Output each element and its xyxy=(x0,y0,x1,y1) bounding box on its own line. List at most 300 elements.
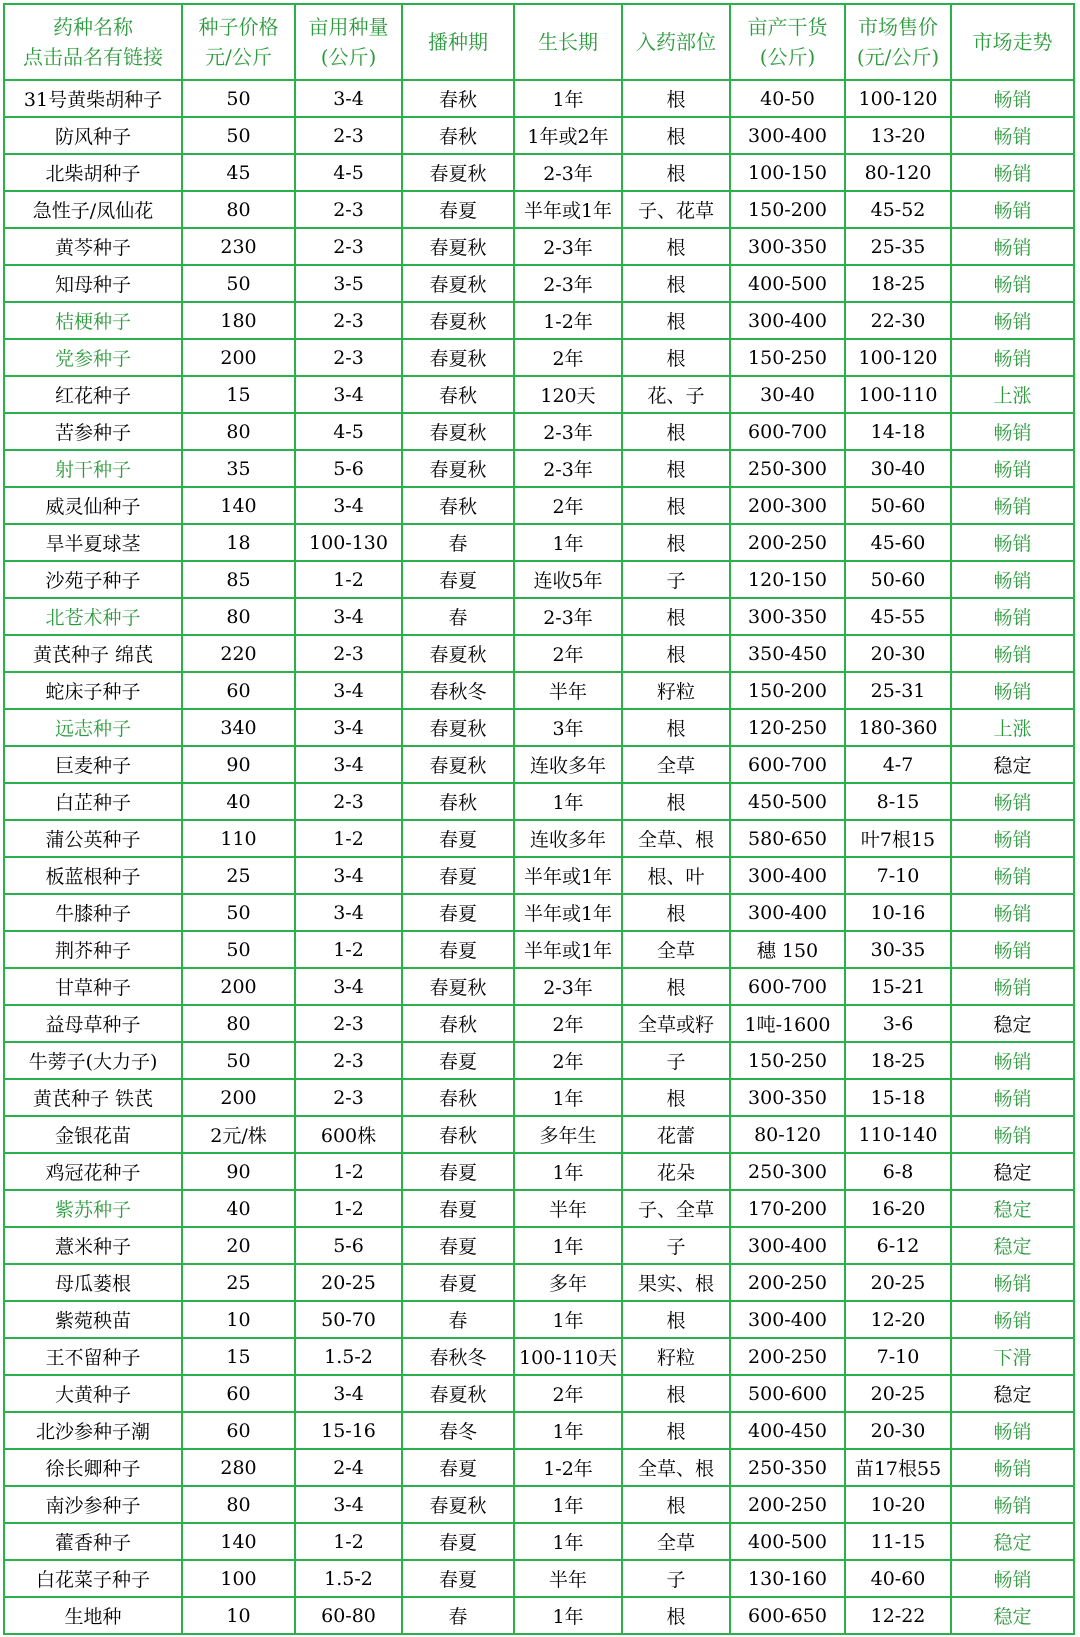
table-row xyxy=(4,1523,1074,1560)
seed-rate-cell: 1-2 xyxy=(295,931,402,968)
medicinal-part-cell: 全草、根 xyxy=(622,820,730,857)
name-cell[interactable]: 北苍术种子 xyxy=(4,598,182,635)
table-row xyxy=(4,598,1074,635)
medicinal-part-cell: 子、全草 xyxy=(622,1190,730,1227)
growth-period-cell: 1-2年 xyxy=(514,1449,622,1486)
name-cell[interactable]: 紫苏种子 xyxy=(4,1190,182,1227)
market-trend-cell: 畅销 xyxy=(951,228,1074,265)
yield-cell: 300-350 xyxy=(730,1079,845,1116)
name-cell: 黄芪种子 绵芪 xyxy=(4,635,182,672)
medicinal-part-cell: 全草或籽 xyxy=(622,1005,730,1042)
market-trend-cell: 畅销 xyxy=(951,1042,1074,1079)
seed-rate-cell: 60-80 xyxy=(295,1597,402,1634)
market-trend-cell: 畅销 xyxy=(951,1079,1074,1116)
market-trend-cell: 畅销 xyxy=(951,820,1074,857)
yield-cell: 300-400 xyxy=(730,1301,845,1338)
growth-period-cell: 2年 xyxy=(514,1005,622,1042)
market-trend-cell: 畅销 xyxy=(951,1560,1074,1597)
growth-period-cell: 2-3年 xyxy=(514,154,622,191)
seed-price-cell: 60 xyxy=(182,672,295,709)
market-trend-cell: 畅销 xyxy=(951,672,1074,709)
sowing-period-cell: 春夏秋 xyxy=(402,746,514,783)
name-cell: 白花菜子种子 xyxy=(4,1560,182,1597)
growth-period-cell: 1年 xyxy=(514,1079,622,1116)
table-row xyxy=(4,191,1074,228)
seed-price-cell: 110 xyxy=(182,820,295,857)
seed-rate-cell: 3-4 xyxy=(295,894,402,931)
growth-period-cell: 2-3年 xyxy=(514,598,622,635)
market-price-cell: 12-20 xyxy=(845,1301,951,1338)
sowing-period-cell: 春夏 xyxy=(402,1190,514,1227)
yield-cell: 600-700 xyxy=(730,413,845,450)
name-cell: 薏米种子 xyxy=(4,1227,182,1264)
market-price-cell: 8-15 xyxy=(845,783,951,820)
medicinal-part-cell: 根 xyxy=(622,1375,730,1412)
market-trend-cell: 畅销 xyxy=(951,117,1074,154)
sowing-period-cell: 春夏 xyxy=(402,1264,514,1301)
yield-cell: 400-500 xyxy=(730,265,845,302)
name-cell: 板蓝根种子 xyxy=(4,857,182,894)
header-line-1: 种子价格 xyxy=(198,15,279,39)
name-cell: 黄芩种子 xyxy=(4,228,182,265)
table-row xyxy=(4,1449,1074,1486)
seed-rate-cell: 600株 xyxy=(295,1116,402,1153)
table-row xyxy=(4,1597,1074,1634)
table-row xyxy=(4,1412,1074,1449)
medicinal-part-cell: 子 xyxy=(622,1042,730,1079)
growth-period-cell: 1年 xyxy=(514,1153,622,1190)
sowing-period-cell: 春 xyxy=(402,1597,514,1634)
name-cell: 南沙参种子 xyxy=(4,1486,182,1523)
market-trend-cell: 畅销 xyxy=(951,80,1074,117)
sowing-period-cell: 春夏秋 xyxy=(402,635,514,672)
market-price-cell: 25-35 xyxy=(845,228,951,265)
medicinal-part-cell: 子、花草 xyxy=(622,191,730,228)
seed-rate-cell: 1.5-2 xyxy=(295,1560,402,1597)
name-cell: 紫菀秧苗 xyxy=(4,1301,182,1338)
market-price-cell: 40-60 xyxy=(845,1560,951,1597)
header-line-1: 亩用种量 xyxy=(308,15,389,39)
name-cell: 大黄种子 xyxy=(4,1375,182,1412)
header-line-1: 播种期 xyxy=(428,30,488,54)
yield-cell: 250-350 xyxy=(730,1449,845,1486)
yield-cell: 600-650 xyxy=(730,1597,845,1634)
seed-rate-cell: 1-2 xyxy=(295,561,402,598)
seed-price-cell: 180 xyxy=(182,302,295,339)
growth-period-cell: 1年或2年 xyxy=(514,117,622,154)
market-trend-cell: 畅销 xyxy=(951,931,1074,968)
table-row xyxy=(4,302,1074,339)
seed-price-cell: 35 xyxy=(182,450,295,487)
table-row xyxy=(4,1560,1074,1597)
yield-cell: 300-400 xyxy=(730,302,845,339)
sowing-period-cell: 春秋冬 xyxy=(402,672,514,709)
seed-rate-cell: 3-4 xyxy=(295,1375,402,1412)
growth-period-cell: 连收多年 xyxy=(514,746,622,783)
col-header-medicinal-part xyxy=(622,4,730,80)
market-trend-cell: 下滑 xyxy=(951,1338,1074,1375)
seed-rate-cell: 100-130 xyxy=(295,524,402,561)
yield-cell: 300-400 xyxy=(730,857,845,894)
growth-period-cell: 1年 xyxy=(514,1227,622,1264)
table-row xyxy=(4,376,1074,413)
name-cell[interactable]: 党参种子 xyxy=(4,339,182,376)
table-row xyxy=(4,1042,1074,1079)
growth-period-cell: 1年 xyxy=(514,1412,622,1449)
growth-period-cell: 1年 xyxy=(514,1486,622,1523)
seed-price-cell: 50 xyxy=(182,80,295,117)
sowing-period-cell: 春夏 xyxy=(402,1560,514,1597)
sowing-period-cell: 春夏秋 xyxy=(402,339,514,376)
name-cell: 防风种子 xyxy=(4,117,182,154)
sowing-period-cell: 春夏秋 xyxy=(402,1486,514,1523)
market-trend-cell: 畅销 xyxy=(951,894,1074,931)
market-price-cell: 110-140 xyxy=(845,1116,951,1153)
name-cell: 北沙参种子潮 xyxy=(4,1412,182,1449)
medicinal-part-cell: 根 xyxy=(622,1597,730,1634)
table-row xyxy=(4,487,1074,524)
growth-period-cell: 2-3年 xyxy=(514,413,622,450)
sowing-period-cell: 春夏 xyxy=(402,820,514,857)
market-trend-cell: 畅销 xyxy=(951,1412,1074,1449)
market-price-cell: 3-6 xyxy=(845,1005,951,1042)
name-cell: 蒲公英种子 xyxy=(4,820,182,857)
growth-period-cell: 连收多年 xyxy=(514,820,622,857)
col-header-name xyxy=(4,4,182,80)
yield-cell: 350-450 xyxy=(730,635,845,672)
sowing-period-cell: 春夏 xyxy=(402,1153,514,1190)
name-cell: 徐长卿种子 xyxy=(4,1449,182,1486)
market-trend-cell: 畅销 xyxy=(951,783,1074,820)
name-cell: 旱半夏球茎 xyxy=(4,524,182,561)
table-row xyxy=(4,1486,1074,1523)
growth-period-cell: 1年 xyxy=(514,80,622,117)
yield-cell: 600-700 xyxy=(730,968,845,1005)
seed-price-cell: 15 xyxy=(182,376,295,413)
growth-period-cell: 1年 xyxy=(514,1597,622,1634)
seed-rate-cell: 2-3 xyxy=(295,1079,402,1116)
growth-period-cell: 多年 xyxy=(514,1264,622,1301)
seed-rate-cell: 2-3 xyxy=(295,1042,402,1079)
growth-period-cell: 3年 xyxy=(514,709,622,746)
seed-price-cell: 25 xyxy=(182,1264,295,1301)
sowing-period-cell: 春秋冬 xyxy=(402,1338,514,1375)
medicinal-part-cell: 根 xyxy=(622,894,730,931)
market-trend-cell: 畅销 xyxy=(951,450,1074,487)
growth-period-cell: 半年或1年 xyxy=(514,894,622,931)
seed-rate-cell: 50-70 xyxy=(295,1301,402,1338)
sowing-period-cell: 春秋 xyxy=(402,80,514,117)
table-row xyxy=(4,450,1074,487)
medicinal-part-cell: 根 xyxy=(622,450,730,487)
table-row xyxy=(4,1264,1074,1301)
market-trend-cell: 畅销 xyxy=(951,598,1074,635)
seed-rate-cell: 5-6 xyxy=(295,450,402,487)
medicinal-part-cell: 根 xyxy=(622,117,730,154)
medicinal-part-cell: 根 xyxy=(622,1412,730,1449)
seed-price-cell: 85 xyxy=(182,561,295,598)
sowing-period-cell: 春夏秋 xyxy=(402,968,514,1005)
medicinal-part-cell: 根 xyxy=(622,635,730,672)
yield-cell: 30-40 xyxy=(730,376,845,413)
growth-period-cell: 1年 xyxy=(514,1301,622,1338)
col-header-yield xyxy=(730,4,845,80)
seed-price-cell: 90 xyxy=(182,746,295,783)
seed-rate-cell: 2-3 xyxy=(295,783,402,820)
seed-rate-cell: 2-3 xyxy=(295,339,402,376)
yield-cell: 200-250 xyxy=(730,1264,845,1301)
market-price-cell: 180-360 xyxy=(845,709,951,746)
market-trend-cell: 畅销 xyxy=(951,1301,1074,1338)
table-row xyxy=(4,1116,1074,1153)
sowing-period-cell: 春秋 xyxy=(402,487,514,524)
market-price-cell: 20-25 xyxy=(845,1264,951,1301)
name-cell: 苦参种子 xyxy=(4,413,182,450)
seed-price-cell: 340 xyxy=(182,709,295,746)
sowing-period-cell: 春夏 xyxy=(402,191,514,228)
table-header-row xyxy=(4,4,1074,80)
table-row xyxy=(4,524,1074,561)
seed-price-cell: 40 xyxy=(182,783,295,820)
yield-cell: 300-350 xyxy=(730,598,845,635)
seed-rate-cell: 2-3 xyxy=(295,635,402,672)
market-price-cell: 7-10 xyxy=(845,1338,951,1375)
yield-cell: 400-500 xyxy=(730,1523,845,1560)
header-line-1: 药种名称 xyxy=(53,15,133,39)
medicinal-part-cell: 全草 xyxy=(622,746,730,783)
market-trend-cell: 稳定 xyxy=(951,1153,1074,1190)
sowing-period-cell: 春秋 xyxy=(402,117,514,154)
market-price-cell: 10-20 xyxy=(845,1486,951,1523)
medicinal-part-cell: 根 xyxy=(622,1079,730,1116)
seed-price-cell: 100 xyxy=(182,1560,295,1597)
table-body xyxy=(4,80,1074,1634)
market-price-cell: 4-7 xyxy=(845,746,951,783)
market-trend-cell: 畅销 xyxy=(951,154,1074,191)
name-cell: 生地种 xyxy=(4,1597,182,1634)
table-row xyxy=(4,1227,1074,1264)
sowing-period-cell: 春夏 xyxy=(402,1523,514,1560)
medicinal-part-cell: 全草 xyxy=(622,1523,730,1560)
seed-rate-cell: 15-16 xyxy=(295,1412,402,1449)
table-row xyxy=(4,857,1074,894)
seed-rate-cell: 1-2 xyxy=(295,1153,402,1190)
growth-period-cell: 2-3年 xyxy=(514,265,622,302)
table-row xyxy=(4,1338,1074,1375)
market-price-cell: 苗17根55 xyxy=(845,1449,951,1486)
seed-rate-cell: 2-3 xyxy=(295,117,402,154)
sowing-period-cell: 春夏秋 xyxy=(402,154,514,191)
market-price-cell: 18-25 xyxy=(845,265,951,302)
market-price-cell: 11-15 xyxy=(845,1523,951,1560)
medicinal-part-cell: 根 xyxy=(622,709,730,746)
header-line-1: 入药部位 xyxy=(636,30,716,54)
table-row xyxy=(4,894,1074,931)
medicinal-part-cell: 果实、根 xyxy=(622,1264,730,1301)
seed-price-cell: 50 xyxy=(182,894,295,931)
seed-rate-cell: 3-4 xyxy=(295,487,402,524)
medicinal-part-cell: 子 xyxy=(622,1560,730,1597)
yield-cell: 300-350 xyxy=(730,228,845,265)
growth-period-cell: 1年 xyxy=(514,1523,622,1560)
header-line-2: 点击品名有链接 xyxy=(23,45,163,69)
name-cell[interactable]: 射干种子 xyxy=(4,450,182,487)
market-price-cell: 6-12 xyxy=(845,1227,951,1264)
col-header-market-price xyxy=(845,4,951,80)
market-price-cell: 45-52 xyxy=(845,191,951,228)
medicinal-part-cell: 根 xyxy=(622,968,730,1005)
yield-cell: 580-650 xyxy=(730,820,845,857)
header-line-1: 市场走势 xyxy=(972,30,1053,54)
table-row xyxy=(4,339,1074,376)
medicinal-part-cell: 根、叶 xyxy=(622,857,730,894)
yield-cell: 150-250 xyxy=(730,339,845,376)
medicinal-part-cell: 根 xyxy=(622,339,730,376)
yield-cell: 300-400 xyxy=(730,894,845,931)
col-header-market-trend xyxy=(951,4,1074,80)
seed-rate-cell: 4-5 xyxy=(295,413,402,450)
seed-rate-cell: 5-6 xyxy=(295,1227,402,1264)
market-price-cell: 14-18 xyxy=(845,413,951,450)
market-trend-cell: 稳定 xyxy=(951,746,1074,783)
table-row xyxy=(4,228,1074,265)
medicinal-part-cell: 籽粒 xyxy=(622,672,730,709)
growth-period-cell: 半年或1年 xyxy=(514,931,622,968)
medicinal-part-cell: 子 xyxy=(622,561,730,598)
seed-rate-cell: 3-4 xyxy=(295,709,402,746)
name-cell: 知母种子 xyxy=(4,265,182,302)
growth-period-cell: 1-2年 xyxy=(514,302,622,339)
yield-cell: 80-120 xyxy=(730,1116,845,1153)
table-row xyxy=(4,820,1074,857)
seed-rate-cell: 3-4 xyxy=(295,672,402,709)
medicinal-part-cell: 籽粒 xyxy=(622,1338,730,1375)
growth-period-cell: 2年 xyxy=(514,339,622,376)
name-cell: 母瓜蒌根 xyxy=(4,1264,182,1301)
medicinal-part-cell: 子 xyxy=(622,1227,730,1264)
yield-cell: 170-200 xyxy=(730,1190,845,1227)
medicinal-part-cell: 根 xyxy=(622,783,730,820)
name-cell: 牛蒡子(大力子) xyxy=(4,1042,182,1079)
name-cell: 牛膝种子 xyxy=(4,894,182,931)
medicinal-part-cell: 根 xyxy=(622,1301,730,1338)
yield-cell: 300-400 xyxy=(730,1227,845,1264)
seed-price-cell: 90 xyxy=(182,1153,295,1190)
seed-price-table xyxy=(3,3,1075,1635)
sowing-period-cell: 春夏秋 xyxy=(402,413,514,450)
market-trend-cell: 稳定 xyxy=(951,1375,1074,1412)
growth-period-cell: 100-110天 xyxy=(514,1338,622,1375)
yield-cell: 450-500 xyxy=(730,783,845,820)
market-trend-cell: 畅销 xyxy=(951,968,1074,1005)
medicinal-part-cell: 根 xyxy=(622,154,730,191)
seed-rate-cell: 2-4 xyxy=(295,1449,402,1486)
seed-price-cell: 60 xyxy=(182,1375,295,1412)
seed-price-cell: 50 xyxy=(182,265,295,302)
market-price-cell: 20-25 xyxy=(845,1375,951,1412)
growth-period-cell: 2年 xyxy=(514,1375,622,1412)
seed-price-cell: 40 xyxy=(182,1190,295,1227)
market-price-cell: 100-120 xyxy=(845,339,951,376)
seed-rate-cell: 3-4 xyxy=(295,1486,402,1523)
medicinal-part-cell: 根 xyxy=(622,1486,730,1523)
table-row xyxy=(4,1190,1074,1227)
table-row xyxy=(4,561,1074,598)
market-trend-cell: 畅销 xyxy=(951,302,1074,339)
sowing-period-cell: 春秋 xyxy=(402,1116,514,1153)
name-cell[interactable]: 桔梗种子 xyxy=(4,302,182,339)
yield-cell: 500-600 xyxy=(730,1375,845,1412)
seed-rate-cell: 2-3 xyxy=(295,1005,402,1042)
yield-cell: 150-250 xyxy=(730,1042,845,1079)
seed-rate-cell: 3-4 xyxy=(295,746,402,783)
market-price-cell: 50-60 xyxy=(845,487,951,524)
market-trend-cell: 畅销 xyxy=(951,1449,1074,1486)
name-cell: 沙苑子种子 xyxy=(4,561,182,598)
name-cell: 威灵仙种子 xyxy=(4,487,182,524)
market-price-cell: 20-30 xyxy=(845,1412,951,1449)
market-trend-cell: 畅销 xyxy=(951,1116,1074,1153)
header-line-2: (公斤) xyxy=(759,45,816,69)
medicinal-part-cell: 根 xyxy=(622,228,730,265)
seed-price-cell: 140 xyxy=(182,1523,295,1560)
seed-rate-cell: 3-4 xyxy=(295,598,402,635)
market-trend-cell: 畅销 xyxy=(951,1486,1074,1523)
name-cell[interactable]: 远志种子 xyxy=(4,709,182,746)
medicinal-part-cell: 花蕾 xyxy=(622,1116,730,1153)
table-row xyxy=(4,265,1074,302)
medicinal-part-cell: 根 xyxy=(622,302,730,339)
market-price-cell: 25-31 xyxy=(845,672,951,709)
market-trend-cell: 稳定 xyxy=(951,1190,1074,1227)
market-price-cell: 13-20 xyxy=(845,117,951,154)
growth-period-cell: 连收5年 xyxy=(514,561,622,598)
table-row xyxy=(4,783,1074,820)
market-price-cell: 7-10 xyxy=(845,857,951,894)
growth-period-cell: 2年 xyxy=(514,635,622,672)
yield-cell: 300-400 xyxy=(730,117,845,154)
sowing-period-cell: 春夏秋 xyxy=(402,450,514,487)
yield-cell: 120-250 xyxy=(730,709,845,746)
sowing-period-cell: 春夏 xyxy=(402,1042,514,1079)
name-cell: 益母草种子 xyxy=(4,1005,182,1042)
yield-cell: 120-150 xyxy=(730,561,845,598)
col-header-growth-period xyxy=(514,4,622,80)
seed-price-cell: 50 xyxy=(182,931,295,968)
market-trend-cell: 畅销 xyxy=(951,857,1074,894)
seed-rate-cell: 1-2 xyxy=(295,1523,402,1560)
name-cell: 31号黄柴胡种子 xyxy=(4,80,182,117)
sowing-period-cell: 春秋 xyxy=(402,1005,514,1042)
medicinal-part-cell: 花、子 xyxy=(622,376,730,413)
market-price-cell: 15-21 xyxy=(845,968,951,1005)
sowing-period-cell: 春夏秋 xyxy=(402,709,514,746)
seed-price-cell: 280 xyxy=(182,1449,295,1486)
sowing-period-cell: 春夏秋 xyxy=(402,228,514,265)
seed-rate-cell: 1.5-2 xyxy=(295,1338,402,1375)
name-cell: 鸡冠花种子 xyxy=(4,1153,182,1190)
header-line-1: 市场售价 xyxy=(858,15,938,39)
yield-cell: 130-160 xyxy=(730,1560,845,1597)
header-line-2: (公斤) xyxy=(320,45,377,69)
sowing-period-cell: 春夏 xyxy=(402,1227,514,1264)
market-price-cell: 30-40 xyxy=(845,450,951,487)
seed-price-cell: 15 xyxy=(182,1338,295,1375)
seed-rate-cell: 3-4 xyxy=(295,376,402,413)
table-row xyxy=(4,1005,1074,1042)
medicinal-part-cell: 全草 xyxy=(622,931,730,968)
market-trend-cell: 稳定 xyxy=(951,1523,1074,1560)
